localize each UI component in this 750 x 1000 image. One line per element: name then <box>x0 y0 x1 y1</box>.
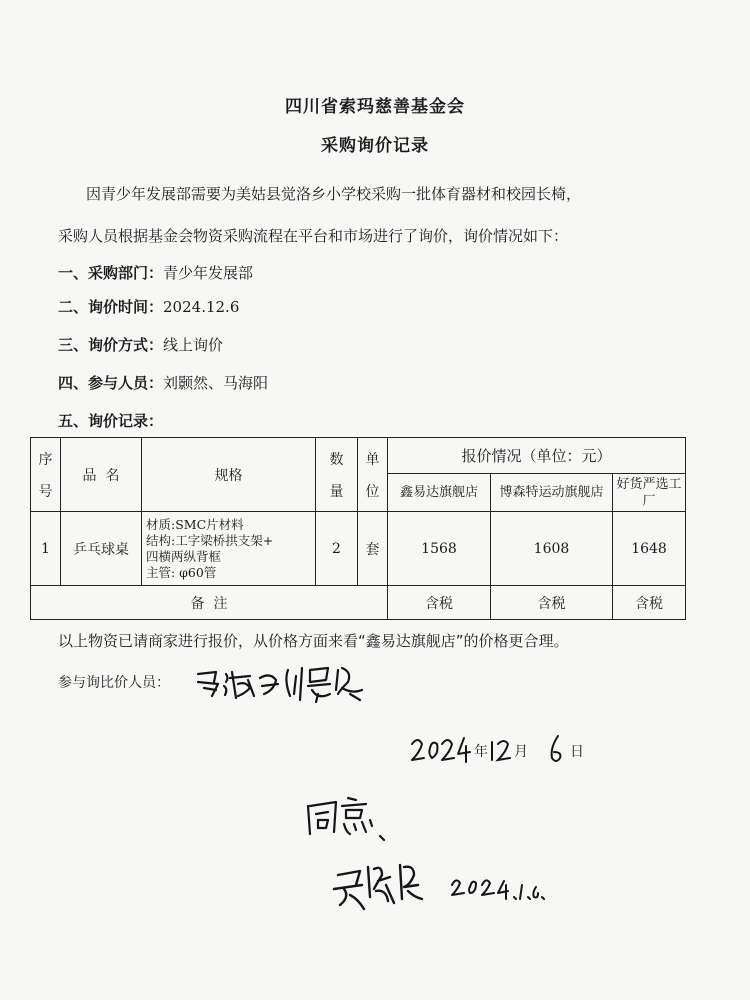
document-title: 采购询价记录 <box>321 136 429 156</box>
dept-label: 一、采购部门： <box>58 264 164 282</box>
dept-row <box>58 262 253 283</box>
header-spec: 规格 <box>142 438 316 512</box>
quote-table <box>30 437 686 620</box>
header-name: 品 名 <box>61 438 142 512</box>
intro-line-1: 因青少年发展部需要为美姑县觉洛乡小学校采购一批体育器材和校园长椅， <box>86 185 582 203</box>
spec-line-4: 主管: φ60管 <box>146 564 217 580</box>
header-quote: 报价情况（单位：元） <box>388 438 686 474</box>
time-value: 2024.12.6 <box>163 298 240 316</box>
org-title: 四川省索玛慈善基金会 <box>285 97 465 117</box>
svg-text:月: 月 <box>514 744 528 760</box>
table-row <box>31 512 686 586</box>
record-row <box>58 410 163 431</box>
table-header-row <box>31 438 686 474</box>
svg-text:年: 年 <box>474 744 488 760</box>
spec-line-2: 结构:工字梁桥拱支架+ <box>146 532 274 548</box>
row-spec <box>142 512 316 586</box>
price-1: 1568 <box>388 512 491 586</box>
header-qty-2: 量 <box>329 483 344 500</box>
people-value: 刘颢然、马海阳 <box>163 374 269 392</box>
spec-line-3: 四横两纵背框 <box>146 548 222 564</box>
header-no-2: 号 <box>38 483 53 500</box>
spec-line-1: 材质:SMC片材料 <box>146 516 244 532</box>
row-name: 乒乓球桌 <box>61 512 142 586</box>
header-unit <box>358 438 388 512</box>
header-no-1: 序 <box>38 451 53 468</box>
header-qty <box>316 438 358 512</box>
people-row <box>58 372 268 393</box>
dept-value: 青少年发展部 <box>163 264 254 282</box>
people-label: 四、参与人员： <box>58 374 164 392</box>
price-2: 1608 <box>491 512 613 586</box>
row-unit: 套 <box>358 512 388 586</box>
intro-line-2: 采购人员根据基金会物资采购流程在平台和市场进行了询价，询价情况如下： <box>58 227 569 245</box>
remark-1: 含税 <box>388 586 491 620</box>
remark-3: 含税 <box>613 586 686 620</box>
row-no: 1 <box>31 512 61 586</box>
shop-3: 好货严选工厂 <box>613 474 686 512</box>
remark-2: 含税 <box>491 586 613 620</box>
shop-1: 鑫易达旗舰店 <box>388 474 491 512</box>
time-row <box>58 296 239 317</box>
header-unit-1: 单 <box>365 451 380 468</box>
participants-signature <box>192 660 367 704</box>
approval-signature <box>300 790 410 850</box>
price-3: 1648 <box>613 512 686 586</box>
method-value: 线上询价 <box>163 336 224 354</box>
time-label: 二、询价时间： <box>58 298 164 316</box>
date-signature <box>408 730 588 770</box>
header-qty-1: 数 <box>329 451 344 468</box>
approver-signature <box>330 855 570 915</box>
method-label: 三、询价方式： <box>58 336 164 354</box>
record-label: 五、询价记录： <box>58 412 164 430</box>
header-no <box>31 438 61 512</box>
remark-row <box>31 586 686 620</box>
conclusion-text: 以上物资已请商家进行报价，从价格方面来看“鑫易达旗舰店”的价格更合理。 <box>58 632 569 650</box>
header-unit-2: 位 <box>365 483 380 500</box>
shop-2: 博森特运动旗舰店 <box>491 474 613 512</box>
row-qty: 2 <box>316 512 358 586</box>
method-row <box>58 334 223 355</box>
svg-text:日: 日 <box>570 744 584 760</box>
remark-label: 备 注 <box>31 586 388 620</box>
participants-label: 参与询比价人员： <box>58 675 170 691</box>
